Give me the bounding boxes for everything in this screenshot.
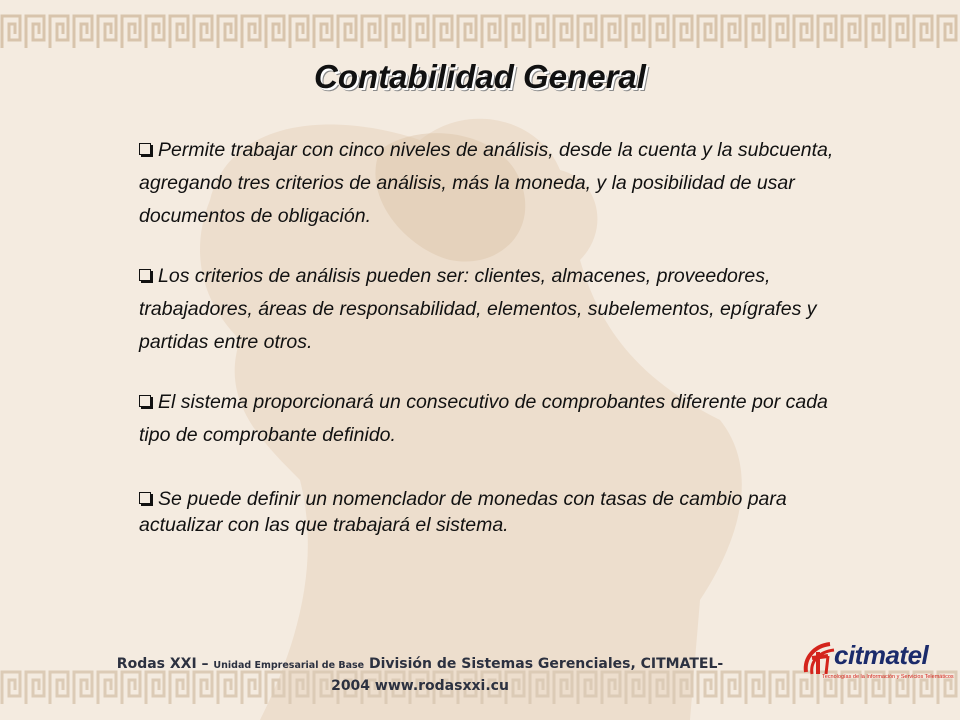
bullet-text: Los criterios de análisis pueden ser: clientes, almacenes, proveedores, trabajadores, áreas de responsabilidad, elementos, subelementos, epígrafes y partidas entre otros. bbox=[139, 265, 817, 353]
checkbox-bullet-icon bbox=[139, 269, 151, 281]
bullet-item bbox=[139, 260, 839, 359]
footer-url-line: 2004 www.rodasxxi.cu bbox=[331, 678, 509, 694]
slide-title: Contabilidad General bbox=[314, 58, 646, 95]
footer bbox=[30, 654, 810, 696]
footer-unit: Unidad Empresarial de Base bbox=[213, 660, 365, 671]
logo-wordmark: citmatel bbox=[834, 640, 929, 670]
citmatel-logo bbox=[800, 638, 954, 694]
checkbox-bullet-icon bbox=[139, 143, 151, 155]
bullet-item bbox=[139, 134, 839, 233]
checkbox-bullet-icon bbox=[139, 395, 151, 407]
bullet-text: Se puede definir un nomenclador de monedas con tasas de cambio para actualizar con las que trabajará el sistema. bbox=[139, 488, 787, 536]
footer-product: Rodas XXI – bbox=[116, 656, 214, 672]
bullet-text: Permite trabajar con cinco niveles de análisis, desde la cuenta y la subcuenta, agregando tres criterios de análisis, más la moneda, y la posibilidad de usar documentos de obligación. bbox=[139, 139, 834, 227]
checkbox-bullet-icon bbox=[139, 492, 151, 504]
top-meander-border bbox=[0, 10, 960, 54]
bullet-item bbox=[139, 386, 839, 452]
bullet-item bbox=[139, 486, 839, 538]
footer-division: División de Sistemas Gerenciales, CITMATEL- bbox=[364, 656, 724, 672]
logo-tagline: Tecnologías de la Información y Servicios Telemáticos bbox=[822, 674, 954, 680]
bullet-text: El sistema proporcionará un consecutivo de comprobantes diferente por cada tipo de comprobante definido. bbox=[139, 391, 828, 446]
